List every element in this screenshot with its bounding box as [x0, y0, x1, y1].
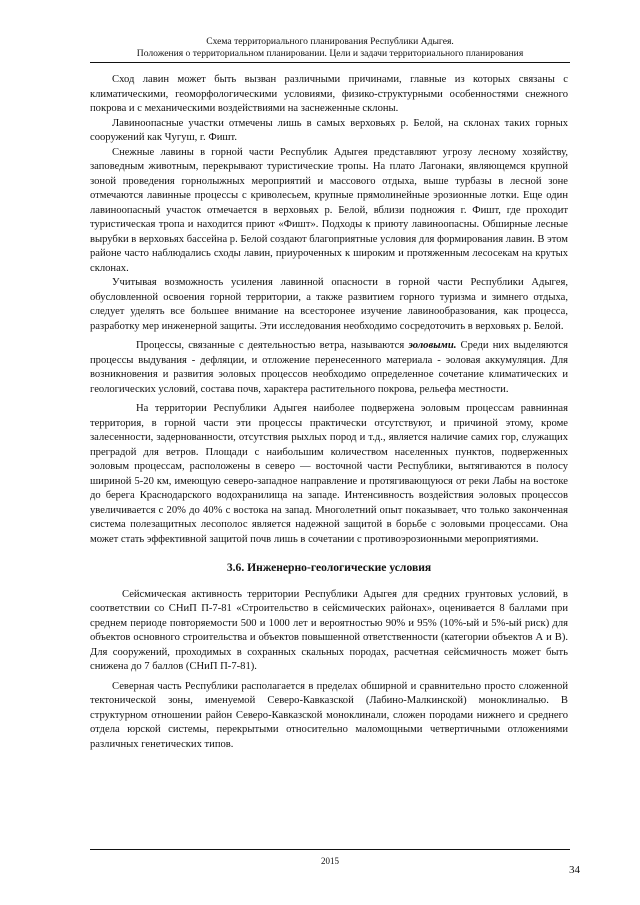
paragraph-avalanche-threat: Снежные лавины в горной части Республик Адыгея представляют угрозу лесному хозяйству, заповедным животным, перекрывают туристические тропы. На плато Лагонаки, являющемся крупной зоной проведения горнолыжных мероприятий и массового отдыха, выше турбазы в лесной зоне отмечаются лавинные процессы с криволесьем, крупные прямолинейные эрозионные лотки. Еще один лавиноопасный участок отмечается в верховьях р. Белой, вблизи подножия г. Фишт, где проходит туристическая тропа и находится приют «Фишт». Подходы к приюту лавиноопасны. Обширные лесные вырубки в верховьях бассейна р. Белой создают благоприятные условия для формирования лавин. В этом районе часто наблюдались сходы лавин, приуроченных к широким и протяженным лесосекам на крутых склонах.: [90, 146, 568, 274]
running-header: [90, 36, 570, 60]
paragraph-seismic-activity: Сейсмическая активность территории Республики Адыгея для средних грунтовых условий, в соответствии со СНиП П-7-81 «Строительство в сейсмических районах», оценивается 8 баллами при среднем периоде повторяемости 500 и 1000 лет и вероятностью 90% и 95% (10%-ый и 5%-ый риск) для объектов основного строительства и объектов повышенной ответственности (категории объектов А и В). Для сооружений, проходимых в сохранных скальных породах, расчетная сейсмичность может быть снижена до 7 баллов (СНиП П-7-81).: [90, 588, 568, 672]
eolian-text-before: Процессы, связанные с деятельностью ветра, называются: [136, 340, 409, 351]
paragraph-avalanche-areas: Лавиноопасные участки отмечены лишь в самых верховьях р. Белой, на склонах таких горных сооружений как Чугуш, г. Фишт.: [90, 117, 568, 143]
paragraph-avalanche-study: Учитывая возможность усиления лавинной опасности в горной части Республики Адыгея, обусловленной освоения горной территории, а также развитием горного туризма и зимнего отдыха, следует уделять все большее внимание на всесторонее изучение лавинообразования, как процесса, разработку мер инженерной защиты. Эти исследования необходимо сосредоточить в верховьях р. Белой.: [90, 277, 568, 332]
footer-year: 2015: [321, 856, 339, 866]
paragraph-eolian-processes: [90, 339, 568, 397]
eolian-text-after: Среди них выделяются процессы выдувания - дефляции, и отложение перенесенного материала - эоловая аккумуляция. Для возникновения и развития эоловых процессов необходимо определенное сочетание климатических и геологических условий, состава почв, характера растительного покрова, рельефа местности.: [90, 340, 569, 395]
footer-divider: [90, 849, 570, 850]
document-body: [90, 70, 568, 752]
header-title: Схема территориального планирования Республики Адыгея.: [206, 36, 454, 47]
header-subtitle: Положения о территориальном планировании. Цели и задачи территориального планирования: [136, 48, 524, 59]
header-divider: [90, 62, 570, 63]
paragraph-eolian-territory: На территории Республики Адыгея наиболее подвержена эоловым процессам равнинная территория, в горной части эти процессы практически отсутствуют, и причиной этому, кроме залесенности, задернованности, отсутствия рыхлых пород и т.д., является наличие самих гор, служащих преградой для ветров. Площади с наибольшим количеством населенных пунктов, подверженных эоловым процессам, расположены в северо — восточной части Республики, вытягиваются в полосу шириной 5-20 км, имеющую северо-западное направление и протягивающуюся от реки Лабы на востоке до берега Краснодарского водохранилища на западе. Интенсивность воздействия эоловых процессов увеличивается с 20% до 40% с востока на запад. Многолетний опыт показывает, что только законченная система полезащитных лесополос является надежной защитой в борьбе с эоловыми процессами. Она может стать эффективной защитой почв лишь в сочетании с противоэрозионными мероприятиями.: [90, 403, 568, 545]
page-number: 34: [569, 864, 580, 876]
section-heading: 3.6. Инженерно-геологические условия: [226, 561, 432, 574]
paragraph-avalanche-causes: Сход лавин может быть вызван различными причинами, главные из которых связаны с климатическими, геоморфологическими условиями, физико-структурными особенностями снежного покрова и с механическими воздействиями на заснеженные склоны.: [90, 74, 568, 114]
paragraph-tectonic-zone: Северная часть Республики располагается в пределах обширной и сравнительно просто сложенной тектонической зоны, именуемой Северо-Кавказской (Лабино-Малкинской) моноклиналью. В структурном отношении район Северо-Кавказской моноклинали, сложен породами нижнего и среднего отдела юрской системы, перекрытыми относительно маломощными четвертичными отложениями различных генетических типов.: [90, 680, 568, 750]
eolian-term: эоловыми.: [408, 340, 457, 351]
